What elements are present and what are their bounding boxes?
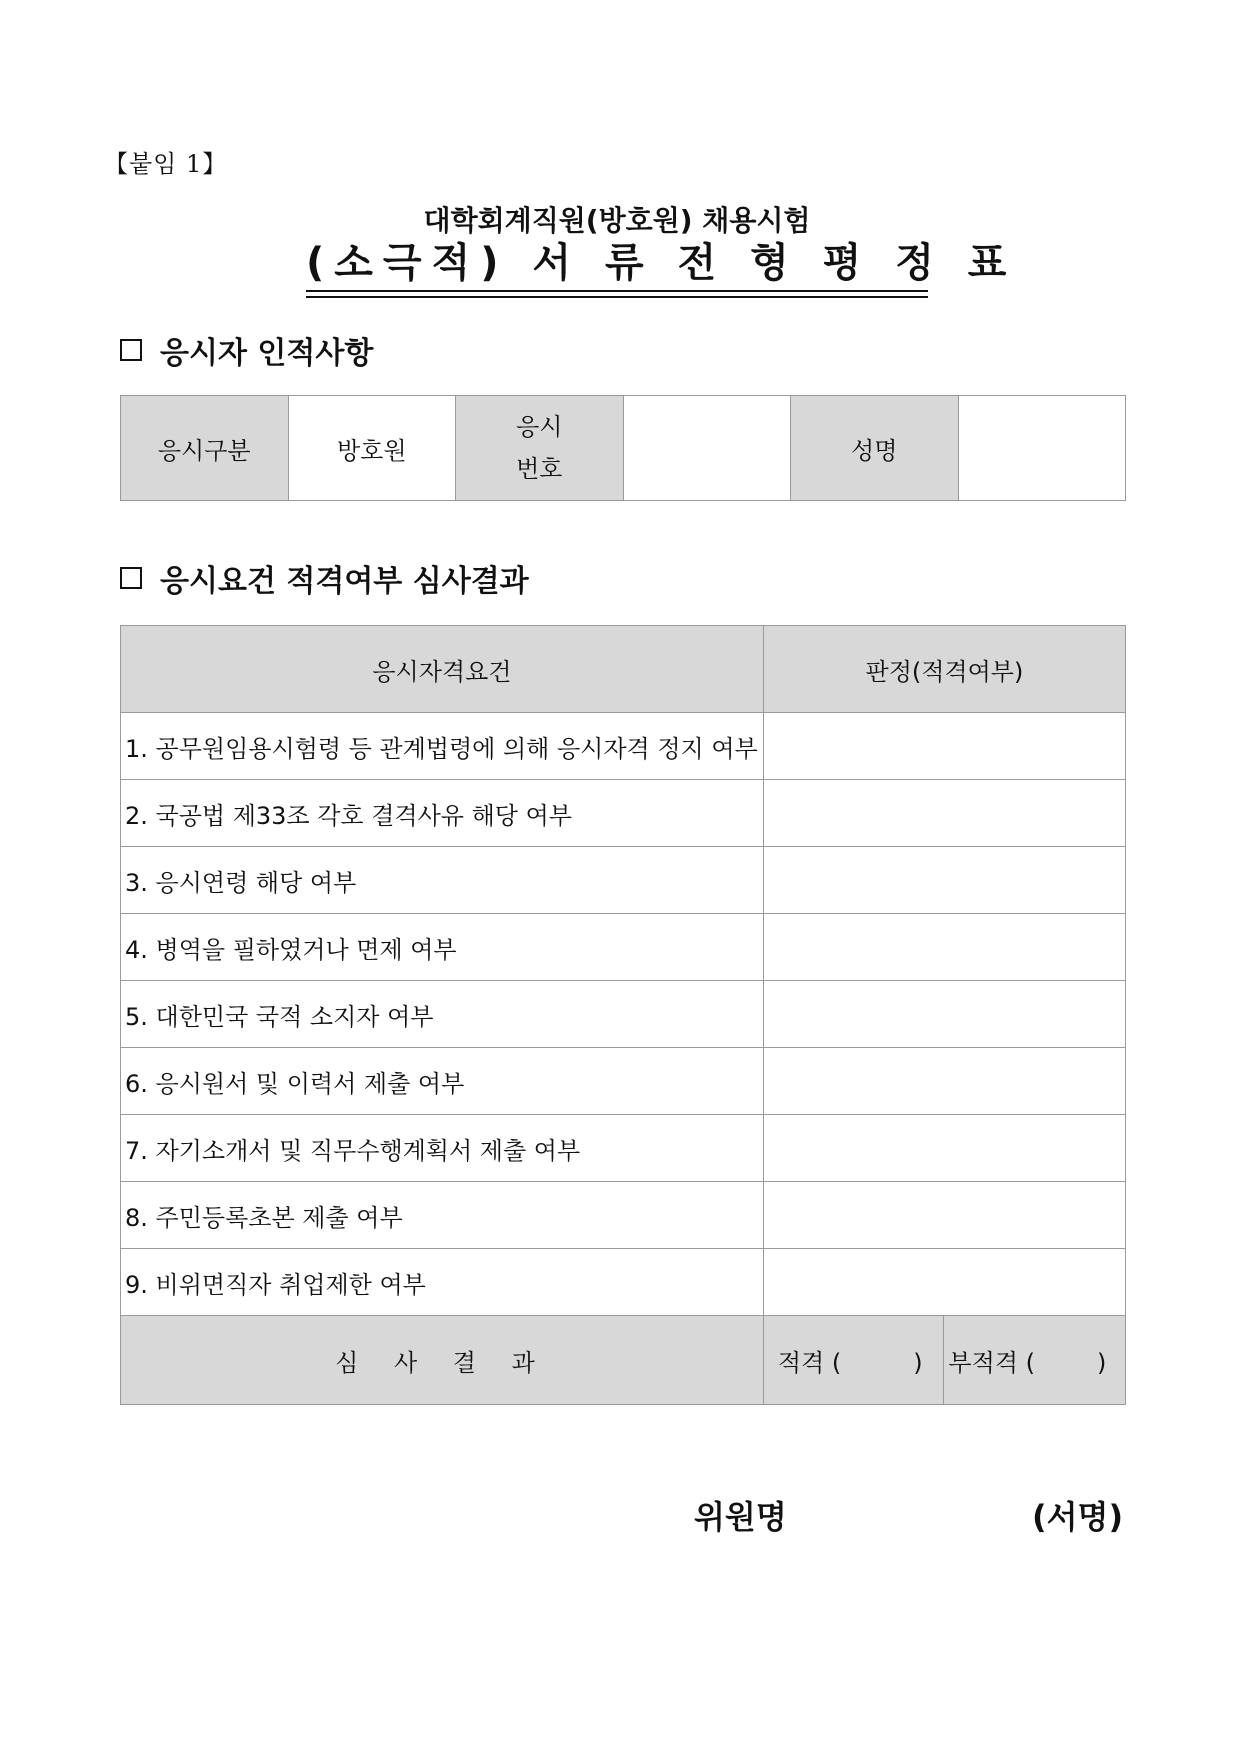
fail-open-text: 부적격 ( [948,1348,1035,1377]
table-row [121,914,1126,981]
column-header-requirement: 응시자격요건 [121,626,764,713]
table-row [121,1115,1126,1182]
requirement-item: 9. 비위면직자 취업제한 여부 [121,1249,764,1316]
result-row [121,1316,1126,1405]
category-label-cell: 응시구분 [121,396,289,501]
table-row [121,396,1126,501]
judgement-cell[interactable] [763,1249,1125,1316]
applicant-info-table [120,395,1126,501]
table-row [121,1182,1126,1249]
title-subtitle: 대학회계직원(방호원) 채용시험 [423,204,811,237]
committee-name-label: 위원명 [694,1498,787,1536]
judgement-cell[interactable] [763,1182,1125,1249]
judgement-cell[interactable] [763,847,1125,914]
requirement-item: 4. 병역을 필하였거나 면제 여부 [121,914,764,981]
table-header-row [121,626,1126,713]
table-row [121,1249,1126,1316]
name-label-cell: 성명 [790,396,958,501]
document-title [306,204,1017,298]
result-label: 심 사 결 과 [121,1316,764,1405]
table-row [121,780,1126,847]
judgement-cell[interactable] [763,713,1125,780]
section-heading-text: 응시요건 적격여부 심사결과 [160,564,529,599]
judgement-cell[interactable] [763,1048,1125,1115]
exam-number-value-cell[interactable] [623,396,790,501]
judgement-cell[interactable] [763,981,1125,1048]
requirement-item: 3. 응시연령 해당 여부 [121,847,764,914]
requirement-item: 2. 국공법 제33조 각호 결격사유 해당 여부 [121,780,764,847]
category-value-cell: 방호원 [288,396,456,501]
signature-label[interactable]: (서명) [1032,1498,1124,1536]
judgement-cell[interactable] [763,914,1125,981]
eligibility-table [120,625,1126,1405]
exam-number-label-line1: 응시 [516,413,563,441]
table-row [121,847,1126,914]
requirement-item: 5. 대한민국 국적 소지자 여부 [121,981,764,1048]
table-row [121,713,1126,780]
checkbox-icon [120,567,142,589]
section-heading-applicant-info [120,328,373,372]
exam-number-label-cell [456,396,624,501]
judgement-cell[interactable] [763,1115,1125,1182]
requirement-item: 8. 주민등록초본 제출 여부 [121,1182,764,1249]
attachment-label: 【붙임 1】 [104,150,228,178]
exam-number-label-line2: 번호 [516,455,563,483]
requirement-item: 7. 자기소개서 및 직무수행계획서 제출 여부 [121,1115,764,1182]
name-value-cell[interactable] [958,396,1126,501]
result-pass-option[interactable] [763,1316,944,1405]
result-fail-option[interactable] [944,1316,1126,1405]
pass-open-text: 적격 ( [777,1348,842,1377]
fail-close-text: ) [1096,1348,1107,1377]
requirement-item: 6. 응시원서 및 이력서 제출 여부 [121,1048,764,1115]
title-double-underline [306,290,928,298]
pass-close-text: ) [913,1348,923,1377]
title-main: (소극적) 서 류 전 형 평 정 표 [306,240,1017,286]
judgement-cell[interactable] [763,780,1125,847]
table-row [121,981,1126,1048]
requirement-item: 1. 공무원임용시험령 등 관계법령에 의해 응시자격 정지 여부 [121,713,764,780]
section-heading-eligibility [120,556,529,600]
table-row [121,1048,1126,1115]
column-header-judgement: 판정(적격여부) [763,626,1125,713]
checkbox-icon [120,339,142,361]
section-heading-text: 응시자 인적사항 [160,336,374,371]
